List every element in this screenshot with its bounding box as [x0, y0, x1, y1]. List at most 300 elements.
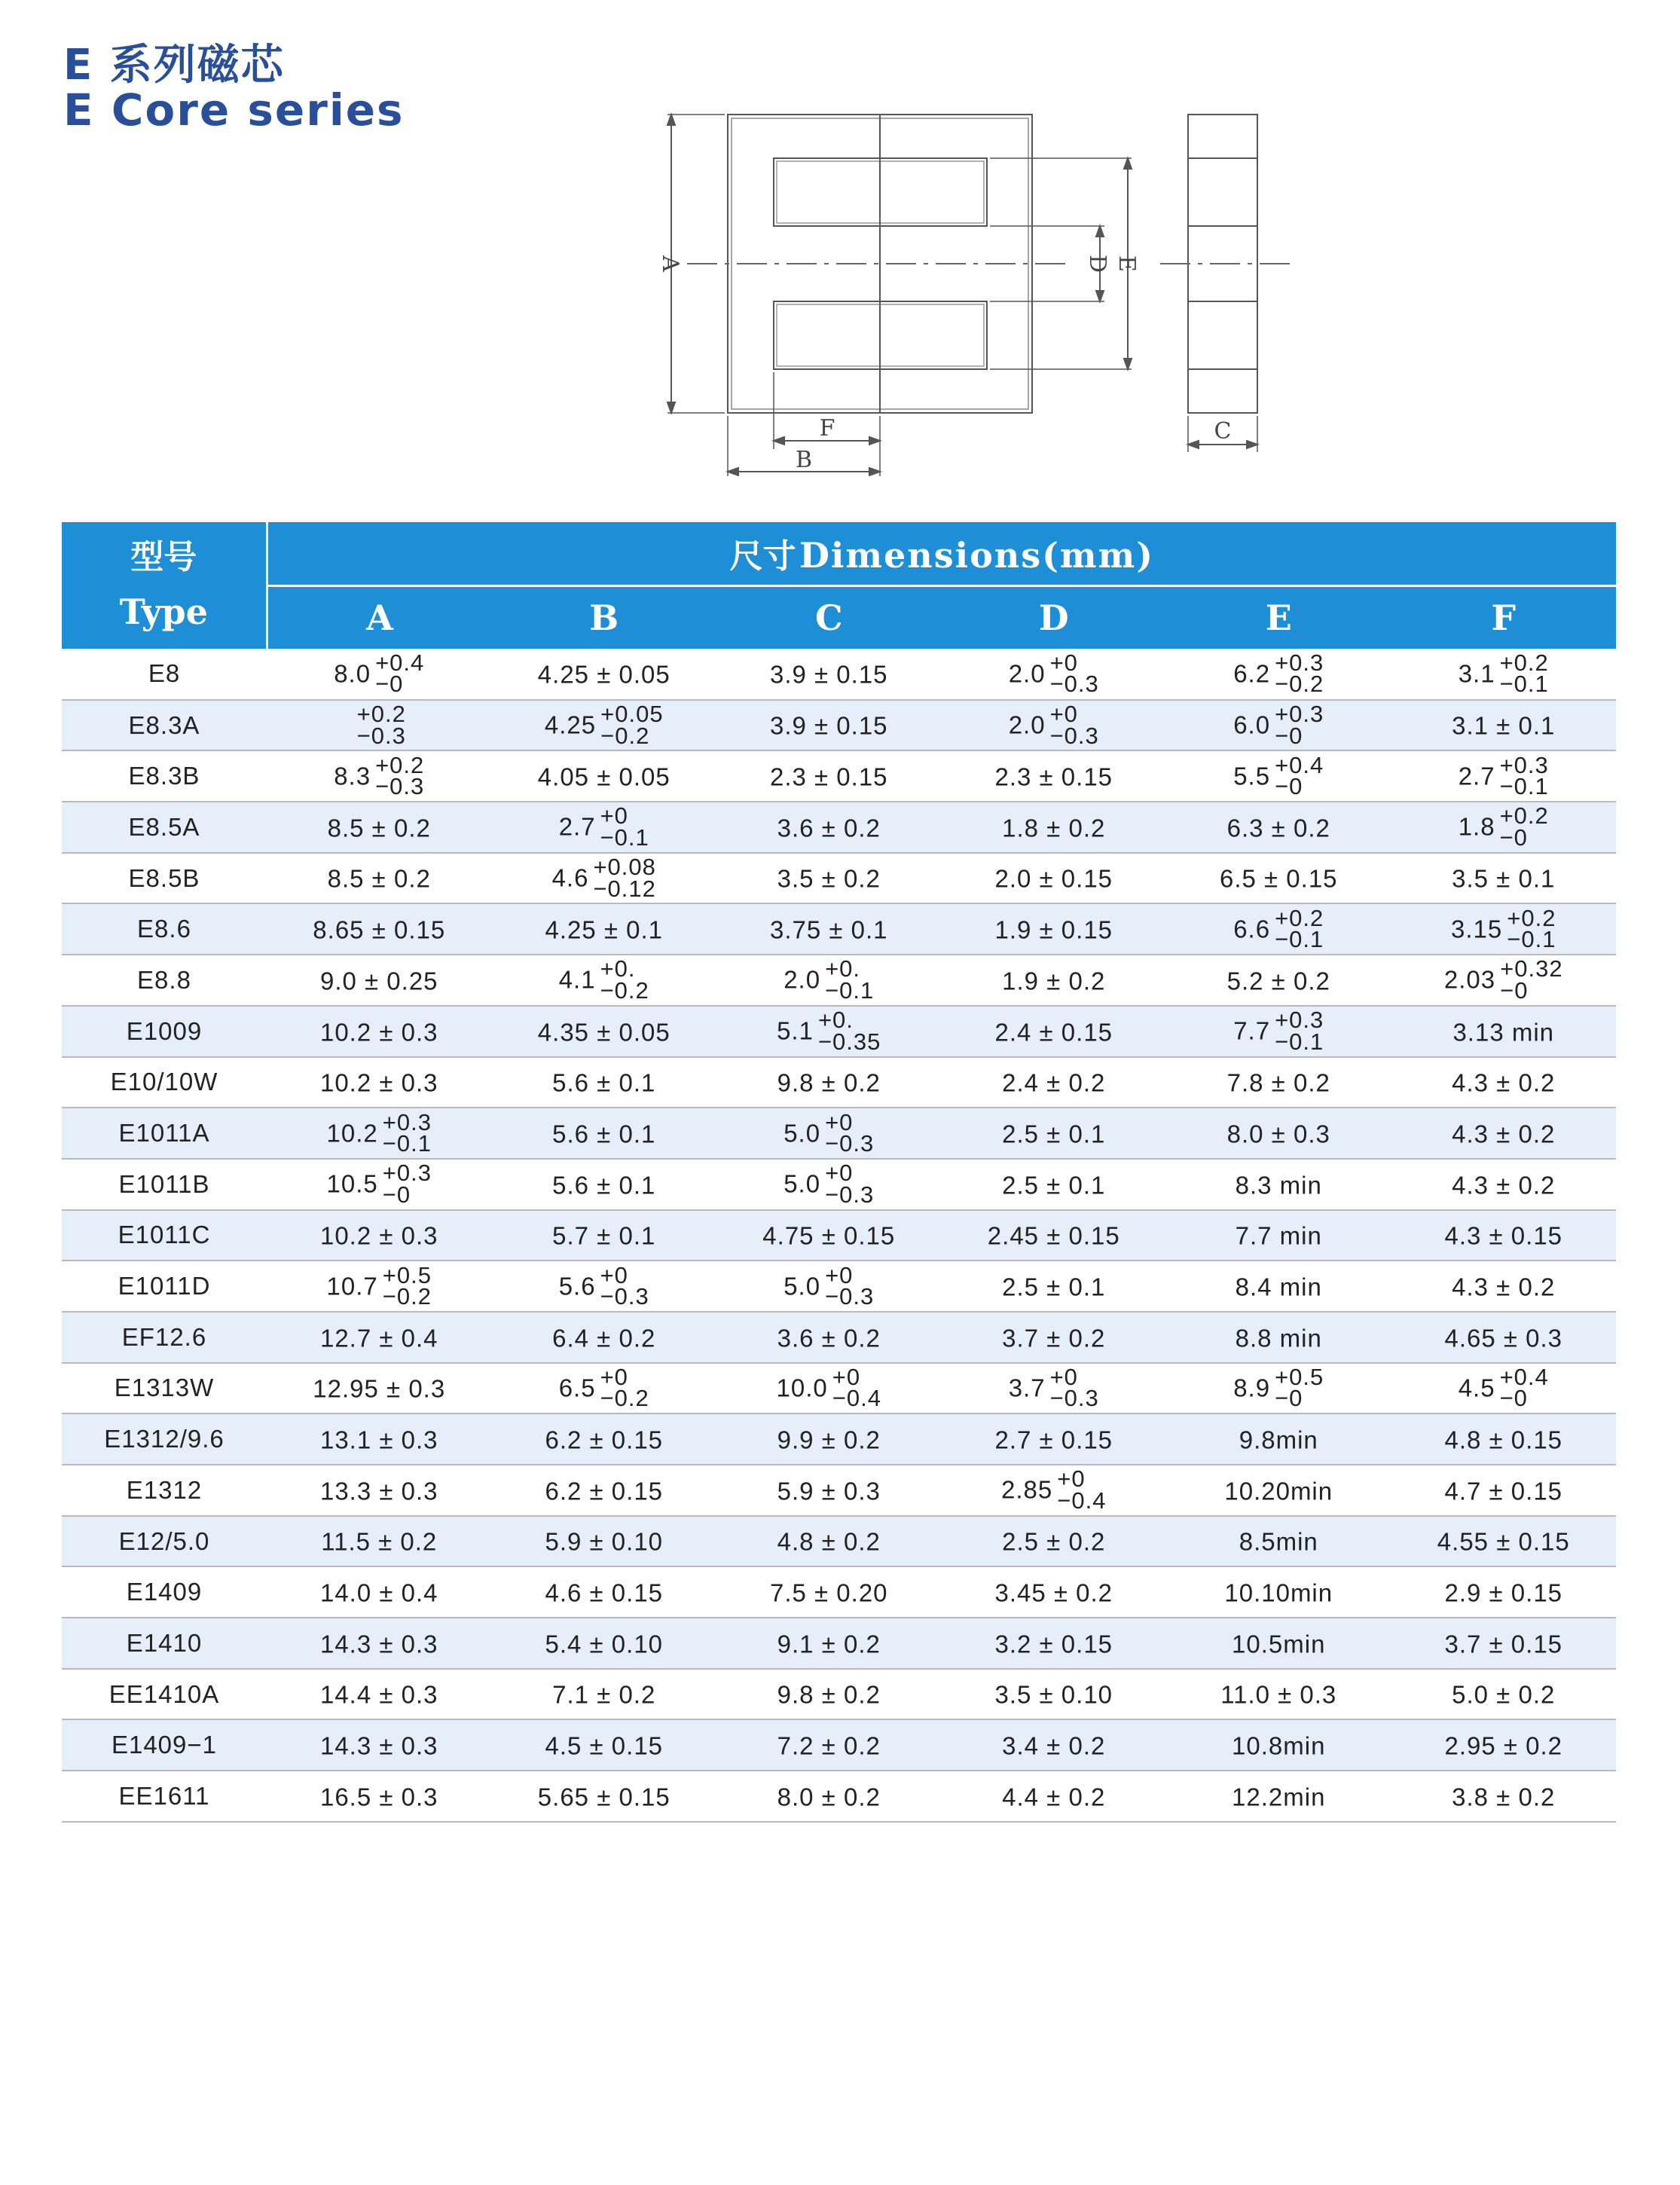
dimension-cell-f	[1391, 1618, 1617, 1669]
dimension-cell-f	[1391, 853, 1617, 904]
dimension-cell-c	[716, 1159, 942, 1210]
table-row	[62, 853, 1616, 904]
type-cell: EF12.6	[62, 1312, 267, 1363]
dimension-value: 7.5 ± 0.20	[769, 1578, 888, 1607]
dimension-value: 2.5 ± 0.2	[1002, 1527, 1106, 1556]
dimension-cell-c	[716, 1566, 942, 1618]
table-row	[62, 1210, 1616, 1261]
tolerance-plus: +0.3	[1275, 1007, 1324, 1034]
dimension-cell-f	[1391, 1108, 1617, 1159]
dimension-value: 2.85	[1001, 1475, 1053, 1504]
dimension-cell-b	[492, 1719, 717, 1771]
tolerance	[1275, 904, 1324, 953]
dimension-value: 2.0	[783, 965, 821, 994]
dimension-cell-e	[1166, 1566, 1391, 1618]
dim-label-e: E	[1113, 255, 1140, 272]
table-row	[62, 649, 1616, 700]
dimension-cell-b	[492, 1312, 717, 1363]
type-cell: E1011B	[62, 1159, 267, 1210]
dimension-cell-e	[1166, 802, 1391, 853]
dimension-cell-b	[492, 1159, 717, 1210]
dimension-cell-b	[492, 955, 717, 1006]
tolerance	[1499, 1363, 1549, 1412]
dimension-value: 2.7	[558, 812, 596, 841]
e-core-dimensions-table	[62, 522, 1616, 1823]
tolerance	[600, 802, 649, 851]
tolerance-minus: −0.1	[825, 976, 875, 1004]
dimension-value: 4.1	[558, 965, 596, 994]
type-cell: E1409	[62, 1566, 267, 1618]
dimension-cell-f	[1391, 1516, 1617, 1567]
table-row	[62, 1413, 1616, 1465]
type-cell: EE1410A	[62, 1669, 267, 1720]
dimension-value: 4.3 ± 0.2	[1452, 1170, 1556, 1199]
table-row	[62, 1618, 1616, 1669]
e-core-dimension-drawing	[0, 0, 1680, 497]
type-cell: E1011A	[62, 1108, 267, 1159]
column-header-a: A	[267, 585, 492, 649]
dimension-cell-b	[492, 750, 717, 802]
tolerance-plus: +0	[825, 1108, 854, 1135]
tolerance-minus: −0.4	[832, 1385, 881, 1412]
dimension-value: 7.2 ± 0.2	[777, 1731, 881, 1760]
tolerance-plus: +0.5	[1275, 1363, 1324, 1390]
dimension-value: 8.0 ± 0.2	[777, 1783, 881, 1811]
dimension-cell-b	[492, 853, 717, 904]
dimension-cell-d	[942, 1719, 1167, 1771]
dimension-cell-a	[267, 1108, 492, 1159]
dimension-value: 10.8min	[1232, 1731, 1326, 1760]
dimension-value: 5.0	[783, 1272, 821, 1300]
dimension-value: 3.7	[1008, 1374, 1046, 1402]
dim-label-f: F	[819, 415, 835, 442]
dimension-value: 3.9 ± 0.15	[769, 711, 888, 740]
dimension-cell-d	[942, 1516, 1167, 1567]
dimension-cell-c	[716, 1413, 942, 1465]
tolerance-plus: +0.3	[1499, 751, 1549, 778]
table-row	[62, 1159, 1616, 1210]
tolerance	[825, 955, 875, 1004]
type-cell: E1011D	[62, 1261, 267, 1312]
dimension-value: 4.25	[544, 711, 597, 739]
tolerance-minus: −0.2	[1275, 671, 1324, 698]
type-cell: E8.8	[62, 955, 267, 1006]
tolerance-plus: +0.4	[1499, 1363, 1549, 1390]
table-row	[62, 1363, 1616, 1414]
tolerance-plus: +0.4	[375, 649, 425, 676]
tolerance-minus: −0.2	[600, 722, 650, 749]
dimension-cell-c	[716, 1057, 942, 1108]
dimension-cell-d	[942, 1261, 1167, 1312]
tolerance-minus: −0	[1499, 1385, 1528, 1412]
dimension-value: 8.5min	[1239, 1527, 1318, 1556]
tolerance-plus: +0.2	[1275, 904, 1324, 931]
dimension-value: 9.8min	[1239, 1426, 1318, 1454]
dimension-value: 3.75 ± 0.1	[769, 915, 888, 944]
dimension-value: 6.6	[1233, 915, 1271, 943]
dimension-value: 5.9 ± 0.3	[777, 1476, 881, 1505]
tolerance-minus: −0.1	[1275, 1028, 1324, 1055]
column-header-b: B	[492, 585, 717, 649]
dimension-cell-a	[267, 1719, 492, 1771]
tolerance-plus: +0.4	[1275, 751, 1324, 778]
dimension-cell-d	[942, 1108, 1167, 1159]
dimension-cell-f	[1391, 1413, 1617, 1465]
tolerance	[825, 1261, 875, 1310]
dimension-value: 5.2 ± 0.2	[1226, 967, 1330, 995]
dimension-cell-c	[716, 903, 942, 955]
dimension-cell-b	[492, 649, 717, 700]
dimension-value: 6.5 ± 0.15	[1219, 864, 1338, 893]
tolerance	[1275, 1363, 1324, 1412]
dimension-cell-c	[716, 853, 942, 904]
dimension-cell-a	[267, 903, 492, 955]
dimension-value: 3.45 ± 0.2	[994, 1578, 1113, 1607]
dimension-cell-f	[1391, 1669, 1617, 1720]
dimension-value: 5.0 ± 0.2	[1452, 1680, 1556, 1709]
column-header-f: F	[1391, 585, 1617, 649]
dimension-cell-d	[942, 649, 1167, 700]
tolerance	[1057, 1465, 1107, 1514]
tolerance-minus: −0.3	[825, 1181, 875, 1208]
dimension-value: 4.65 ± 0.3	[1444, 1323, 1563, 1352]
dimension-cell-e	[1166, 750, 1391, 802]
dimension-value: 10.2 ± 0.3	[319, 1017, 438, 1046]
dimension-cell-e	[1166, 1057, 1391, 1108]
dimension-value: 12.2min	[1232, 1783, 1326, 1811]
dimension-cell-c	[716, 1618, 942, 1669]
type-cell: E10/10W	[62, 1057, 267, 1108]
dimension-cell-c	[716, 802, 942, 853]
column-header-d: D	[942, 585, 1167, 649]
dimension-cell-f	[1391, 1465, 1617, 1516]
dimension-cell-b	[492, 1413, 717, 1465]
dimension-cell-e	[1166, 1719, 1391, 1771]
dimension-cell-f	[1391, 955, 1617, 1006]
tolerance-plus: +0.2	[1507, 904, 1556, 931]
dimension-cell-e	[1166, 1312, 1391, 1363]
tolerance	[1275, 1007, 1324, 1055]
dimension-cell-a	[267, 1566, 492, 1618]
tolerance	[817, 1007, 881, 1055]
dimension-cell-d	[942, 1312, 1167, 1363]
dimension-value: 6.2 ± 0.15	[545, 1426, 664, 1454]
dimension-cell-d	[942, 903, 1167, 955]
dimension-value: 3.5 ± 0.10	[994, 1680, 1113, 1709]
dimension-cell-d	[942, 1210, 1167, 1261]
tolerance-minus: −0.3	[600, 1283, 649, 1310]
dimension-cell-e	[1166, 1261, 1391, 1312]
dimension-value: 8.5 ± 0.2	[327, 814, 431, 842]
dimension-value: 16.5 ± 0.3	[319, 1783, 438, 1811]
tolerance	[1499, 802, 1549, 851]
type-cell: E8.5A	[62, 802, 267, 853]
tolerance	[1049, 701, 1099, 749]
dimension-cell-a	[267, 1413, 492, 1465]
dimension-cell-e	[1166, 1669, 1391, 1720]
dimension-value: 2.4 ± 0.2	[1002, 1068, 1106, 1097]
table-body	[62, 649, 1616, 1822]
dimension-cell-a	[267, 1057, 492, 1108]
table-row	[62, 1516, 1616, 1567]
dimension-cell-f	[1391, 1363, 1617, 1414]
table-row	[62, 1719, 1616, 1771]
dimension-value: 8.0 ± 0.3	[1226, 1120, 1330, 1148]
dimension-cell-d	[942, 1618, 1167, 1669]
tolerance-minus: −0	[1275, 1385, 1303, 1412]
tolerance-plus: +0.08	[593, 854, 656, 881]
dimension-cell-a	[267, 955, 492, 1006]
tolerance-plus: +0	[825, 1261, 854, 1288]
dimension-value: 6.4 ± 0.2	[552, 1323, 656, 1352]
dimension-value: 4.35 ± 0.05	[537, 1017, 670, 1046]
dimension-value: 3.8 ± 0.2	[1452, 1783, 1556, 1811]
tolerance-plus: +0	[825, 1160, 854, 1187]
dimension-value: 10.0	[776, 1374, 828, 1402]
dimension-value: 5.65 ± 0.15	[537, 1783, 670, 1811]
type-cell: E8.6	[62, 903, 267, 955]
table-row	[62, 1261, 1616, 1312]
tolerance-plus: +0.	[817, 1007, 854, 1034]
table-row	[62, 700, 1616, 751]
tolerance	[1275, 649, 1324, 698]
dimension-cell-f	[1391, 1006, 1617, 1057]
dimension-cell-d	[942, 955, 1167, 1006]
type-cell: E1312/9.6	[62, 1413, 267, 1465]
dimension-value: 3.7 ± 0.2	[1002, 1323, 1106, 1352]
dimension-value: 9.1 ± 0.2	[777, 1630, 881, 1658]
table-row	[62, 955, 1616, 1006]
dimension-cell-d	[942, 1057, 1167, 1108]
dimension-cell-c	[716, 1719, 942, 1771]
tolerance-minus: −0.1	[1275, 926, 1324, 953]
dimension-value: 13.1 ± 0.3	[319, 1426, 438, 1454]
dimension-cell-f	[1391, 1566, 1617, 1618]
tolerance-minus: −0.3	[825, 1283, 875, 1310]
dimension-cell-d	[942, 750, 1167, 802]
dimension-value: 4.8 ± 0.15	[1444, 1426, 1563, 1454]
dimension-cell-a	[267, 700, 492, 751]
dimension-cell-d	[942, 1413, 1167, 1465]
type-cell: E8.3A	[62, 700, 267, 751]
dimension-value: 9.8 ± 0.2	[777, 1680, 881, 1709]
dimension-value: 2.03	[1443, 965, 1496, 994]
dimension-cell-b	[492, 1669, 717, 1720]
dimension-value: 8.65 ± 0.15	[313, 915, 446, 944]
dimension-value: 2.95 ± 0.2	[1444, 1731, 1563, 1760]
dimension-value: 8.4 min	[1235, 1273, 1322, 1301]
dimension-value: 4.25 ± 0.05	[537, 660, 670, 689]
dimension-cell-e	[1166, 903, 1391, 955]
dimension-cell-f	[1391, 1057, 1617, 1108]
dimension-cell-c	[716, 1108, 942, 1159]
dimension-cell-b	[492, 1210, 717, 1261]
dimension-cell-c	[716, 1669, 942, 1720]
tolerance-plus: +0	[600, 1261, 628, 1288]
dimension-value: 6.5	[558, 1374, 596, 1402]
dimension-value: 3.13 min	[1452, 1017, 1555, 1046]
tolerance-plus: +0	[1057, 1465, 1086, 1493]
table-row	[62, 903, 1616, 955]
dimension-value: 4.05 ± 0.05	[537, 762, 670, 791]
dimension-cell-f	[1391, 649, 1617, 700]
dimension-cell-b	[492, 1006, 717, 1057]
dimension-value: 2.0	[1008, 711, 1046, 739]
dimension-cell-a	[267, 1771, 492, 1822]
table-row	[62, 1669, 1616, 1720]
dimension-value: 4.5 ± 0.15	[545, 1731, 664, 1760]
dimension-cell-a	[267, 1261, 492, 1312]
dimension-cell-f	[1391, 903, 1617, 955]
dimension-value: 10.2 ± 0.3	[319, 1221, 438, 1250]
dimension-cell-e	[1166, 1159, 1391, 1210]
tolerance-plus: +0.32	[1500, 955, 1563, 982]
dimension-cell-f	[1391, 802, 1617, 853]
tolerance-plus: +0.3	[1275, 701, 1324, 728]
dimension-cell-f	[1391, 1261, 1617, 1312]
type-header	[62, 522, 267, 649]
tolerance	[825, 1108, 875, 1157]
dimension-value: 5.6	[558, 1272, 596, 1300]
table-row	[62, 802, 1616, 853]
dimension-value: 5.4 ± 0.10	[545, 1630, 664, 1658]
page-title-english: E Core series	[63, 84, 405, 136]
dimension-cell-a	[267, 1618, 492, 1669]
dimension-value: 5.6 ± 0.1	[552, 1068, 656, 1097]
column-header-c: C	[716, 585, 942, 649]
dimension-value: 3.5 ± 0.1	[1452, 864, 1556, 893]
dimension-value: 4.6 ± 0.15	[545, 1578, 664, 1607]
dimension-cell-e	[1166, 1413, 1391, 1465]
dimension-value: 4.5	[1458, 1374, 1495, 1402]
tolerance-minus: −0.3	[1049, 671, 1099, 698]
dimension-value: 8.3	[334, 762, 371, 790]
dim-label-d: D	[1084, 254, 1110, 274]
dimension-cell-a	[267, 649, 492, 700]
dimension-value: 5.0	[783, 1169, 821, 1198]
tolerance-plus: +0.	[825, 955, 861, 982]
dim-label-a: A	[657, 255, 683, 272]
dimension-cell-a	[267, 1312, 492, 1363]
tolerance-minus: −0	[1275, 773, 1303, 800]
tolerance-minus: −0.3	[356, 722, 406, 749]
tolerance-minus: −0.3	[825, 1130, 875, 1157]
dimension-cell-b	[492, 1566, 717, 1618]
dimension-value: 6.3 ± 0.2	[1226, 814, 1330, 842]
dimension-cell-f	[1391, 1159, 1617, 1210]
tolerance	[382, 1261, 432, 1310]
tolerance-minus: −0	[1500, 976, 1529, 1004]
tolerance-minus: −0.3	[1049, 722, 1099, 749]
table-row	[62, 1465, 1616, 1516]
dimension-cell-b	[492, 1108, 717, 1159]
dimension-value: 2.4 ± 0.15	[994, 1017, 1113, 1046]
page-title-chinese: E 系列磁芯	[63, 41, 285, 90]
tolerance-plus: +0	[600, 802, 628, 830]
tolerance-plus: +0.2	[356, 701, 406, 728]
dimension-value: 4.8 ± 0.2	[777, 1527, 881, 1556]
type-header-cn: 型号	[130, 538, 197, 576]
tolerance-minus: −0.1	[1499, 671, 1549, 698]
dimension-value: 3.5 ± 0.2	[777, 864, 881, 893]
tolerance	[593, 854, 656, 902]
dimension-cell-b	[492, 1771, 717, 1822]
tolerance-minus: −0.3	[1049, 1385, 1099, 1412]
dimension-value: 2.45 ± 0.15	[987, 1221, 1120, 1250]
dimension-cell-c	[716, 1363, 942, 1414]
tolerance	[1049, 1363, 1099, 1412]
dimension-cell-d	[942, 1465, 1167, 1516]
dimension-value: 10.20min	[1224, 1476, 1333, 1505]
table-row	[62, 1006, 1616, 1057]
tolerance-minus: −0.3	[375, 773, 425, 800]
dimension-value: 3.1	[1458, 659, 1495, 688]
dimension-cell-a	[267, 1363, 492, 1414]
dimension-cell-e	[1166, 1363, 1391, 1414]
tolerance	[600, 701, 664, 749]
dimension-cell-a	[267, 1465, 492, 1516]
dimension-value: 3.6 ± 0.2	[777, 814, 881, 842]
dimension-cell-a	[267, 1516, 492, 1567]
dimension-cell-b	[492, 1261, 717, 1312]
tolerance-plus: +0	[600, 1363, 628, 1390]
dimension-value: 4.4 ± 0.2	[1002, 1783, 1106, 1811]
dimension-cell-b	[492, 1516, 717, 1567]
dimension-cell-c	[716, 1210, 942, 1261]
dimension-cell-e	[1166, 1108, 1391, 1159]
dimension-cell-a	[267, 1159, 492, 1210]
column-header-e: E	[1166, 585, 1391, 649]
tolerance-plus: +0.3	[1275, 649, 1324, 676]
dimension-value: 2.5 ± 0.1	[1002, 1273, 1106, 1301]
dimension-cell-e	[1166, 649, 1391, 700]
dimension-value: 5.0	[783, 1119, 821, 1148]
dimension-cell-d	[942, 802, 1167, 853]
dimension-value: 8.5 ± 0.2	[327, 864, 431, 893]
dimension-value: 5.6 ± 0.1	[552, 1120, 656, 1148]
tolerance-minus: −0	[1275, 722, 1303, 749]
dimension-value: 10.5min	[1232, 1630, 1326, 1658]
tolerance-plus: +0.	[600, 955, 636, 982]
dimension-value: 4.3 ± 0.2	[1452, 1273, 1556, 1301]
dimension-value: 9.0 ± 0.25	[319, 967, 438, 995]
dimension-value: 4.6	[551, 863, 589, 892]
tolerance-plus: +0.2	[1499, 649, 1549, 676]
dimension-value: 5.1	[777, 1016, 814, 1045]
tolerance	[1275, 751, 1324, 800]
dimension-cell-c	[716, 1312, 942, 1363]
dimension-cell-c	[716, 1006, 942, 1057]
dimension-value: 2.7 ± 0.15	[994, 1426, 1113, 1454]
tolerance	[600, 955, 649, 1004]
tolerance	[375, 751, 425, 800]
dimension-value: 5.7 ± 0.1	[552, 1221, 656, 1250]
dimension-value: 3.2 ± 0.15	[994, 1630, 1113, 1658]
dimension-cell-e	[1166, 1618, 1391, 1669]
dim-label-b: B	[795, 447, 813, 473]
dimension-cell-f	[1391, 1312, 1617, 1363]
tolerance-plus: +0.3	[382, 1160, 432, 1187]
tolerance-plus: +0.5	[382, 1261, 432, 1288]
dimension-cell-e	[1166, 700, 1391, 751]
tolerance-plus: +0	[832, 1363, 861, 1390]
tolerance-plus: +0	[1049, 1363, 1078, 1390]
tolerance-minus: −0.1	[1499, 773, 1549, 800]
dimension-cell-b	[492, 1057, 717, 1108]
dimensions-header-cn: 尺寸	[729, 537, 796, 576]
dimension-cell-c	[716, 1771, 942, 1822]
dimension-cell-b	[492, 1618, 717, 1669]
